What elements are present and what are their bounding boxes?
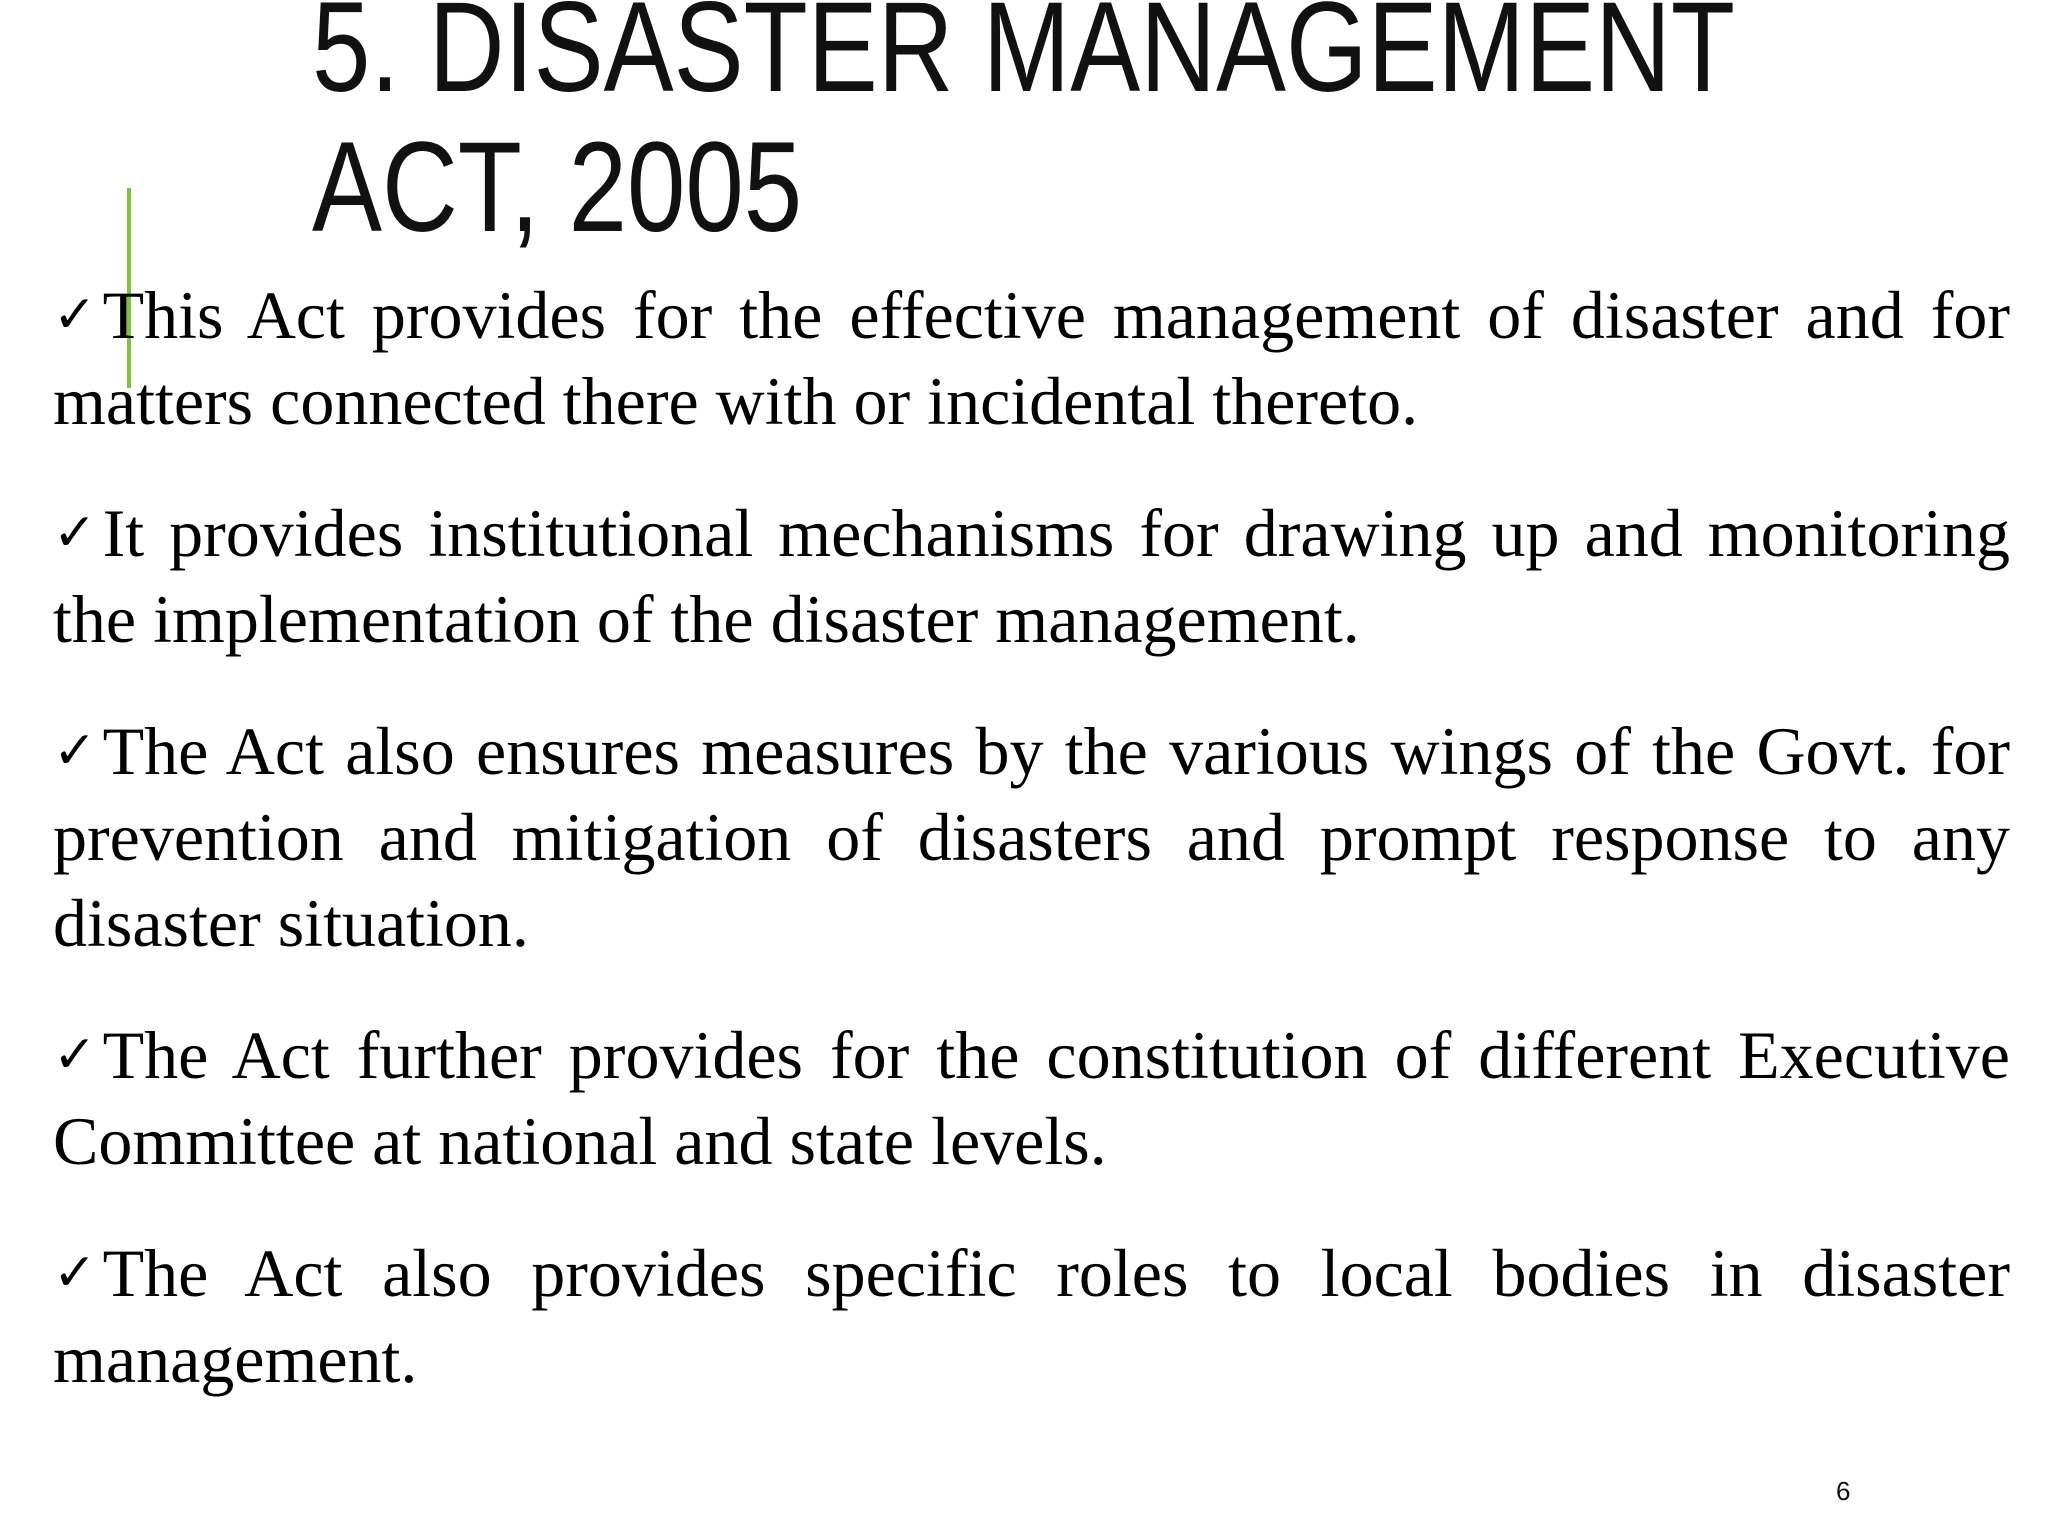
bullet-item: [53, 708, 2010, 966]
bullet-text: The Act also provides specific roles to local bodies in disaster management.: [53, 1235, 2010, 1397]
page-number: 6: [1836, 1476, 1851, 1506]
bullet-text: This Act provides for the effective management of disaster and for matters connected there with or incidental thereto.: [53, 277, 2010, 439]
bullet-item: [53, 1012, 2010, 1184]
bullet-item: [53, 490, 2010, 662]
bullet-text: It provides institutional mechanisms for drawing up and monitoring the implementation of the disaster management.: [53, 495, 2010, 657]
bullet-item: [53, 1230, 2010, 1402]
bullet-text: The Act also ensures measures by the various wings of the Govt. for prevention and mitigation of disasters and prompt response to any disaster situation.: [53, 713, 2010, 961]
title-line-1: 5. DISASTER MANAGEMENT: [312, 0, 1736, 119]
bullet-list: [53, 272, 2010, 1448]
bullet-item: [53, 272, 2010, 444]
check-mark-icon: ✓: [53, 503, 97, 563]
bullet-text: The Act further provides for the constitution of different Executive Committee at national and state levels.: [53, 1017, 2010, 1179]
check-mark-icon: ✓: [53, 1025, 97, 1085]
check-mark-icon: ✓: [53, 1243, 97, 1303]
check-mark-icon: ✓: [53, 285, 97, 345]
title-line-2: ACT, 2005: [312, 116, 803, 259]
slide-title: [312, 0, 1736, 259]
check-mark-icon: ✓: [53, 721, 97, 781]
